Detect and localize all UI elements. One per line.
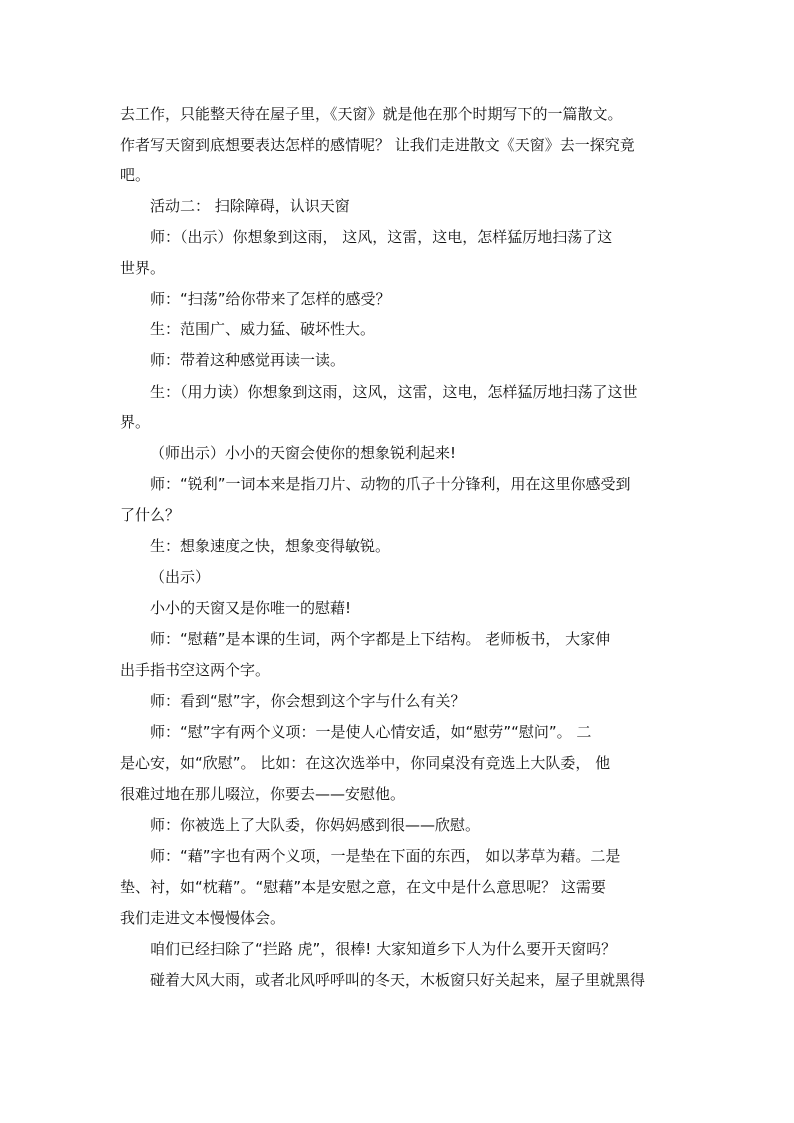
paragraph-line: 生：（用力读）你想象到这雨，这风，这雷，这电，怎样猛厉地扫荡了这世 bbox=[150, 383, 638, 401]
section-heading: 活动二： 扫除障碍，认识天窗 bbox=[150, 197, 350, 215]
paragraph-line: 生：范围广、威力猛、破坏性大。 bbox=[150, 320, 376, 338]
paragraph-line: 垫、衬，如“枕藉”。“慰藉”本是安慰之意，在文中是什么意思呢？ 这需要 bbox=[120, 878, 606, 896]
paragraph-line: 碰着大风大雨，或者北风呼呼叫的冬天，木板窗只好关起来，屋子里就黑得 bbox=[150, 971, 646, 989]
paragraph-line: （师出示）小小的天窗会使你的想象锐利起来! bbox=[150, 444, 457, 462]
paragraph-line: 世界。 bbox=[120, 259, 166, 277]
paragraph-line: 生：想象速度之快，想象变得敏锐。 bbox=[150, 537, 391, 555]
paragraph-line: 出手指书空这两个字。 bbox=[120, 661, 271, 679]
paragraph-line: 小小的天窗又是你唯一的慰藉! bbox=[150, 599, 352, 617]
paragraph-line: 咱们已经扫除了“拦路 虎”，很棒! 大家知道乡下人为什么要开天窗吗？ bbox=[150, 940, 617, 958]
paragraph-line: 师：“锐利”一词本来是指刀片、动物的爪子十分锋利，用在这里你感受到 bbox=[150, 475, 631, 493]
paragraph-line: 师：“慰藉”是本课的生词，两个字都是上下结构。 老师板书， 大家伸 bbox=[150, 630, 611, 648]
paragraph-line: 师：你被选上了大队委，你妈妈感到很——欣慰。 bbox=[150, 816, 481, 834]
paragraph-line: 了什么？ bbox=[120, 506, 181, 524]
paragraph-line: （出示） bbox=[150, 568, 211, 586]
paragraph-line: 师：“扫荡”给你带来了怎样的感受？ bbox=[150, 290, 391, 308]
paragraph-line: 界。 bbox=[120, 413, 151, 431]
paragraph-line: 很难过地在那儿啜泣，你要去——安慰他。 bbox=[120, 785, 406, 803]
paragraph-line: 师：“慰”字有两个义项：一是使人心情安适，如“慰劳”“慰问”。 二 bbox=[150, 723, 592, 741]
paragraph-line: 师：看到“慰”字，你会想到这个字与什么有关？ bbox=[150, 692, 466, 710]
paragraph-line: 去工作，只能整天待在屋子里，《天窗》就是他在那个时期写下的一篇散文。 bbox=[120, 105, 623, 123]
paragraph-line: 我们走进文本慢慢体会。 bbox=[120, 909, 286, 927]
paragraph-line: 是心安，如“欣慰”。 比如：在这次选举中，你同桌没有竞选上大队委， 他 bbox=[120, 754, 611, 772]
paragraph-line: 吧。 bbox=[120, 166, 151, 184]
paragraph-line: 师：（出示）你想象到这雨， 这风，这雷，这电，怎样猛厉地扫荡了这 bbox=[150, 228, 613, 246]
paragraph-line: 作者写天窗到底想要表达怎样的感情呢？ 让我们走进散文《天窗》去一探究竟 bbox=[120, 136, 635, 154]
paragraph-line: 师：带着这种感觉再读一读。 bbox=[150, 351, 346, 369]
paragraph-line: 师：“藉”字也有两个义项，一是垫在下面的东西， 如以茅草为藉。二是 bbox=[150, 847, 621, 865]
